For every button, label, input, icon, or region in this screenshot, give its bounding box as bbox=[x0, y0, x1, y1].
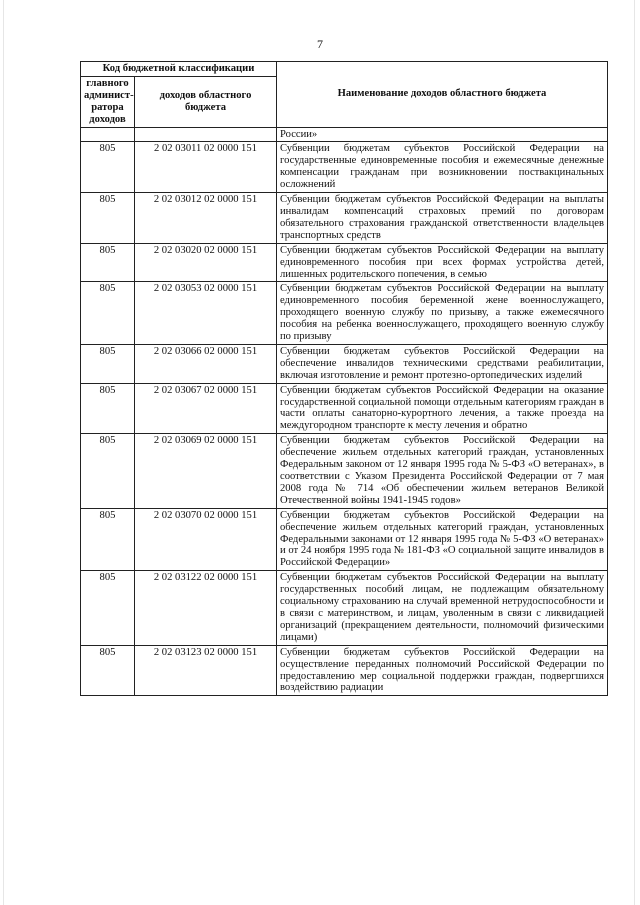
continuation-code bbox=[135, 127, 277, 142]
row-income-name: Субвенции бюджетам субъектов Российской Федерации на обеспечение жильем отдельных категорий граждан, установленных Федеральным законом от 12 января 1995 года № 5-ФЗ «О ветеранах», в соответствии с Указом Президента Российской Федерации от 7 мая 2008 года № 714 «Об обеспечении жильем ветеранов Великой Отечественной войны 1941-1945 годов» bbox=[277, 434, 608, 508]
row-admin-code: 805 bbox=[81, 508, 135, 571]
table-row bbox=[81, 193, 608, 244]
row-income-name: Субвенции бюджетам субъектов Российской Федерации на выплату единовременного пособия при всех формах устройства детей, лишенных родительского попечения, в семью bbox=[277, 243, 608, 282]
row-budget-code: 2 02 03067 02 0000 151 bbox=[135, 383, 277, 434]
row-income-name: Субвенции бюджетам субъектов Российской Федерации на оказание государственной социальной помощи отдельным категориям граждан в части оплаты санаторно-курортного лечения, а также проезда на междугородном транспорте к месту лечения и обратно bbox=[277, 383, 608, 434]
table-row bbox=[81, 344, 608, 383]
table-row bbox=[81, 571, 608, 645]
table-row bbox=[81, 434, 608, 508]
row-budget-code: 2 02 03020 02 0000 151 bbox=[135, 243, 277, 282]
row-admin-code: 805 bbox=[81, 282, 135, 345]
header-code-label: доходов областного бюджета bbox=[135, 76, 277, 127]
header-row-group bbox=[81, 62, 608, 77]
row-budget-code: 2 02 03122 02 0000 151 bbox=[135, 571, 277, 645]
row-admin-code: 805 bbox=[81, 193, 135, 244]
row-income-name: Субвенции бюджетам субъектов Российской Федерации на обеспечение жильем отдельных категорий граждан, установленных Федеральными законами от 12 января 1995 года № 5-ФЗ «О ветеранах» и от 24 ноября 1995 года № 181-ФЗ «О социальной защите инвалидов в Российской Федерации» bbox=[277, 508, 608, 571]
row-admin-code: 805 bbox=[81, 142, 135, 193]
row-income-name: Субвенции бюджетам субъектов Российской Федерации на выплаты инвалидам компенсаций страховых премий по договорам обязательного страхования гражданской ответственности владельцев транспортных средств bbox=[277, 193, 608, 244]
row-admin-code: 805 bbox=[81, 344, 135, 383]
continuation-row bbox=[81, 127, 608, 142]
row-admin-code: 805 bbox=[81, 645, 135, 696]
page-number: 7 bbox=[317, 37, 323, 51]
row-budget-code: 2 02 03069 02 0000 151 bbox=[135, 434, 277, 508]
row-admin-code: 805 bbox=[81, 434, 135, 508]
table-row bbox=[81, 282, 608, 345]
page-edge-right bbox=[634, 0, 635, 905]
page-edge-left bbox=[3, 0, 4, 905]
row-admin-code: 805 bbox=[81, 383, 135, 434]
table-row bbox=[81, 142, 608, 193]
table-row bbox=[81, 243, 608, 282]
row-income-name: Субвенции бюджетам субъектов Российской Федерации на выплату государственных пособий лицам, не подлежащим обязательному социальному страхованию на случай временной нетрудоспособности и в связи с материнством, и лицам, уволенным в связи с ликвидацией организаций (прекращением деятельности, полномочий физическими лицами) bbox=[277, 571, 608, 645]
row-admin-code: 805 bbox=[81, 571, 135, 645]
header-group-label: Код бюджетной классификации bbox=[81, 62, 277, 77]
row-budget-code: 2 02 03053 02 0000 151 bbox=[135, 282, 277, 345]
budget-classification-table bbox=[80, 61, 608, 696]
table-row bbox=[81, 645, 608, 696]
header-admin-label: главного админист-ратора доходов bbox=[81, 76, 135, 127]
row-income-name: Субвенции бюджетам субъектов Российской Федерации на обеспечение инвалидов техническими средствами реабилитации, включая изготовление и ремонт протезно-ортопедических изделий bbox=[277, 344, 608, 383]
row-budget-code: 2 02 03012 02 0000 151 bbox=[135, 193, 277, 244]
row-admin-code: 805 bbox=[81, 243, 135, 282]
row-income-name: Субвенции бюджетам субъектов Российской Федерации на осуществление переданных полномочий Российской Федерации по предоставлению мер социальной поддержки граждан, подвергшихся воздействию радиации bbox=[277, 645, 608, 696]
row-budget-code: 2 02 03011 02 0000 151 bbox=[135, 142, 277, 193]
continuation-admin bbox=[81, 127, 135, 142]
table-row bbox=[81, 383, 608, 434]
row-income-name: Субвенции бюджетам субъектов Российской Федерации на выплату единовременного пособия беременной жене военнослужащего, проходящего военную службу по призыву, а также ежемесячного пособия на ребенка военнослужащего, проходящего военную службу по призыву bbox=[277, 282, 608, 345]
header-name-label: Наименование доходов областного бюджета bbox=[277, 62, 608, 128]
table-row bbox=[81, 508, 608, 571]
row-budget-code: 2 02 03070 02 0000 151 bbox=[135, 508, 277, 571]
continuation-text: России» bbox=[277, 127, 608, 142]
row-budget-code: 2 02 03066 02 0000 151 bbox=[135, 344, 277, 383]
row-income-name: Субвенции бюджетам субъектов Российской Федерации на государственные единовременные пособия и ежемесячные денежные компенсации гражданам при возникновении поствакцинальных осложнений bbox=[277, 142, 608, 193]
row-budget-code: 2 02 03123 02 0000 151 bbox=[135, 645, 277, 696]
